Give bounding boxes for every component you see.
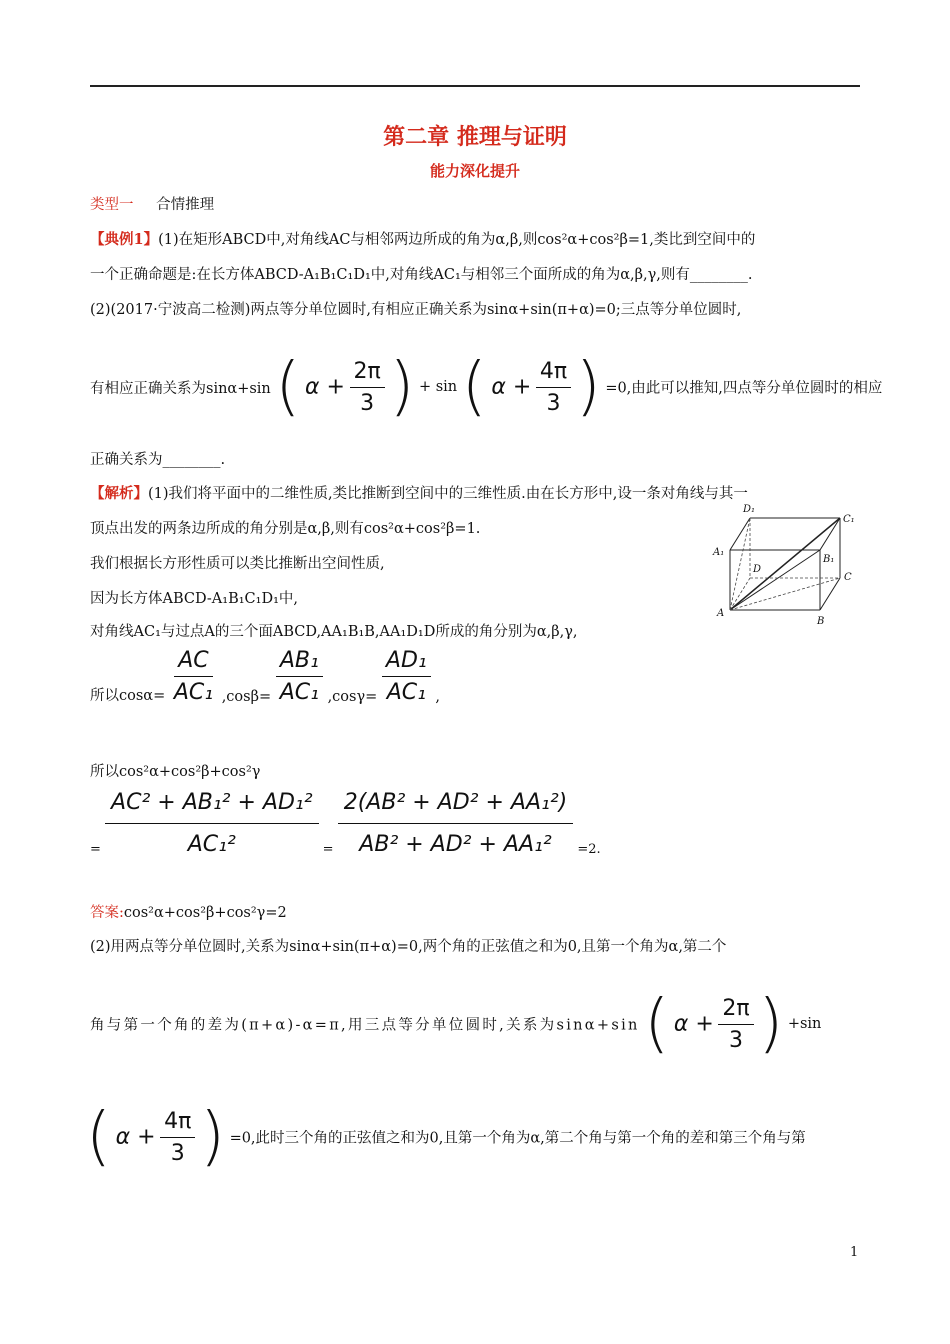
label-A: A	[717, 608, 725, 619]
diagonal-AB1	[730, 550, 820, 610]
equals-2: =	[322, 842, 334, 857]
left-paren: (	[461, 350, 487, 424]
section-title: 能力深化提升	[429, 162, 520, 180]
label-D: D	[753, 564, 762, 575]
left-paren: (	[644, 987, 670, 1061]
left-paren: (	[86, 1100, 111, 1174]
type-heading	[90, 193, 214, 214]
analysis-tag: 【解析】	[90, 485, 148, 502]
type-name: 合情推理	[156, 197, 215, 213]
cos-ratios-line	[90, 648, 440, 705]
fraction-two-times: $\frac{\text{2(AB² + AD² + AA₁²)}}{\text{AB² + AD² + AA₁²}}$	[338, 790, 574, 857]
label-D1: D₁	[743, 504, 756, 515]
example-text-4a: 有相应正确关系为sinα+sin	[90, 380, 271, 397]
chapter-title: 第二章 推理与证明	[383, 125, 567, 150]
answer-text: cos²α+cos²β+cos²γ=2	[123, 905, 287, 921]
sum-line: 所以cos²α+cos²β+cos²γ	[90, 764, 261, 780]
fraction-sum-squares: $\frac{\text{AC² + AB₁² + AD₁²}}{\text{AC₁²}}$	[105, 790, 318, 857]
part2-text-2a: 角与第一个角的差为(π+α)-α=π,用三点等分单位圆时,关系为sinα+sin	[90, 1017, 640, 1034]
label-A1: A₁	[713, 547, 725, 558]
label-B: B	[817, 616, 825, 627]
example-tag: 【典例1】	[90, 231, 159, 248]
fraction-AB1-AC1: $\frac{\text{AB₁}}{\text{AC₁}}$	[276, 648, 323, 705]
analysis-line-4: 因为长方体ABCD-A₁B₁C₁D₁中,	[90, 591, 298, 607]
analysis-line-2: 顶点出发的两条边所成的角分别是α,β,则有cos²α+cos²β=1.	[90, 521, 481, 537]
fraction-2pi-3: $\frac{2\pi}{3}$	[718, 996, 753, 1053]
label-C1: C₁	[843, 514, 855, 525]
cuboid-figure	[705, 498, 865, 628]
left-paren: (	[275, 350, 301, 424]
analysis-line-3: 我们根据长方形性质可以类比推断出空间性质,	[90, 556, 385, 572]
answer-label: 答案:	[90, 905, 124, 921]
right-paren: )	[199, 1100, 225, 1174]
page-number: 1	[850, 1245, 859, 1260]
math-alpha-plus: α +	[115, 1124, 156, 1150]
edge-B1C1	[820, 518, 840, 550]
example-text-1: (1)在矩形ABCD中,对角线AC与相邻两边所成的角为α,β,则cos²α+cos²β=1,类比到空间中的	[158, 232, 756, 248]
part2-text-2b: +sin	[787, 1016, 822, 1032]
fraction-4pi-3: $\frac{4\pi}{3}$	[536, 359, 571, 416]
math-alpha-plus: α +	[673, 1011, 714, 1037]
label-C: C	[844, 572, 852, 583]
fraction-2pi-3: $\frac{2\pi}{3}$	[350, 359, 385, 416]
analysis-text-1: (1)我们将平面中的二维性质,类比推断到空间中的三维性质.由在长方形中,设一条对角线与其一	[148, 486, 748, 502]
right-paren: )	[758, 987, 784, 1061]
example-text-4c: =0,由此可以推知,四点等分单位圆时的相应	[605, 380, 883, 397]
end-comma: ,	[435, 689, 440, 705]
fraction-AD1-AC1: $\frac{\text{AD₁}}{\text{AC₁}}$	[382, 648, 431, 705]
sum-derivation	[90, 790, 601, 857]
example-line-1	[90, 228, 755, 249]
cos-gamma-prefix: ,cosγ=	[327, 689, 378, 705]
header-rule	[90, 85, 860, 87]
analysis-line-1	[90, 482, 748, 503]
right-paren: )	[575, 350, 601, 424]
part2-line-2	[90, 987, 822, 1061]
math-alpha-plus: α +	[304, 374, 345, 400]
equals-1: =	[90, 842, 101, 857]
analysis-line-5: 对角线AC₁与过点A的三个面ABCD,AA₁B₁B,AA₁D₁D所成的角分别为α,β,γ,	[90, 624, 578, 640]
example-line-2: 一个正确命题是:在长方体ABCD-A₁B₁C₁D₁中,对角线AC₁与相邻三个面所成的角为α,β,γ,则有________.	[90, 267, 753, 283]
example-text-4b: + sin	[418, 379, 458, 395]
fraction-4pi-3: $\frac{4\pi}{3}$	[160, 1109, 195, 1166]
part2-line-1: (2)用两点等分单位圆时,关系为sinα+sin(π+α)=0,两个角的正弦值之和为0,且第一个角为α,第二个	[90, 939, 727, 955]
type-label: 类型一	[90, 197, 134, 213]
part2-line-3	[86, 1100, 806, 1174]
label-B1: B₁	[823, 554, 835, 565]
example-line-4	[90, 350, 883, 424]
answer-line	[90, 901, 287, 922]
example-line-5: 正确关系为________.	[90, 452, 226, 468]
edge-A1D1	[730, 518, 750, 550]
cos-alpha-prefix: 所以cosα=	[90, 688, 166, 704]
right-paren: )	[389, 350, 415, 424]
example-line-3: (2)(2017·宁波高二检测)两点等分单位圆时,有相应正确关系为sinα+sin(π+α)=0;三点等分单位圆时,	[90, 302, 742, 318]
cos-beta-prefix: ,cosβ=	[221, 689, 272, 705]
math-alpha-plus: α +	[491, 374, 532, 400]
part2-text-3b: =0,此时三个角的正弦值之和为0,且第一个角为α,第二个角与第一个角的差和第三个角与第	[229, 1130, 806, 1147]
equals-result: =2.	[577, 842, 601, 857]
fraction-AC-AC1: $\frac{AC}{\text{AC₁}}$	[173, 648, 214, 705]
